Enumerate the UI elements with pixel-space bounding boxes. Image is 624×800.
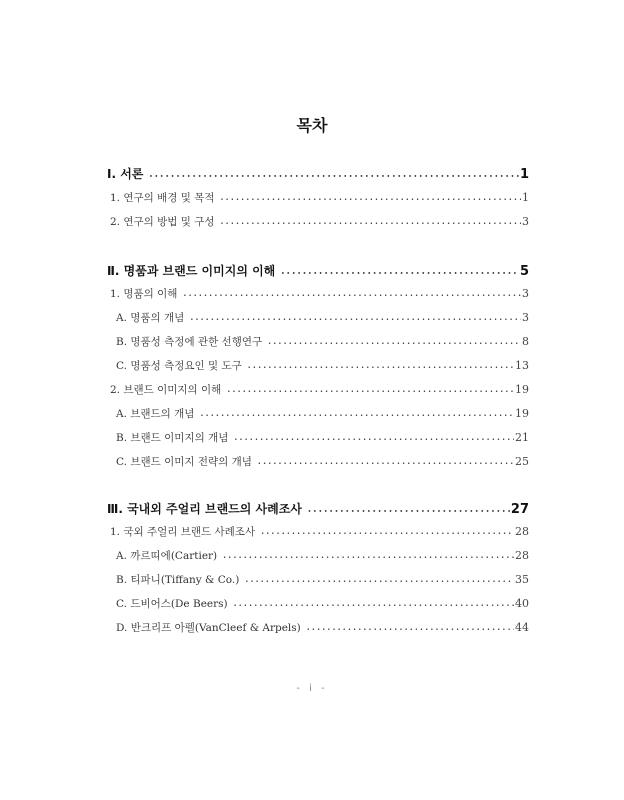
dot-leader (183, 290, 521, 300)
toc-entry-page-number: 28 (515, 525, 529, 538)
toc-entry-page-number: 44 (515, 621, 529, 634)
toc-entry-label: C. 브랜드 이미지 전략의 개념 (116, 456, 252, 468)
toc-entry-page-number: 27 (510, 502, 529, 517)
toc-entry-page-number: 1 (522, 191, 529, 204)
toc-chapter-entry[interactable] (107, 262, 529, 279)
toc-entry-page-number: 13 (515, 359, 529, 372)
toc-entry-label: A. 브랜드의 개념 (116, 408, 195, 420)
toc-entry-label: D. 반크리프 아펠(VanCleef & Arpels) (116, 622, 301, 634)
toc-entry-page-number: 40 (515, 597, 529, 610)
dot-leader (261, 528, 514, 538)
toc-section-entry[interactable] (107, 286, 529, 301)
toc-entry-label: B. 브랜드 이미지의 개념 (116, 432, 229, 444)
dot-leader (190, 314, 521, 324)
dot-leader (308, 506, 510, 516)
dot-leader (149, 171, 519, 181)
toc-entry-label: A. 명품의 개념 (116, 312, 185, 324)
page-title: 목차 (296, 116, 328, 135)
toc-entry-page-number: 28 (515, 549, 529, 562)
dot-leader (281, 268, 519, 278)
toc-entry-page-number: 3 (522, 287, 529, 300)
toc-entry-page-number: 35 (515, 573, 529, 586)
toc-subsection-entry[interactable] (107, 454, 529, 469)
toc-entry-page-number: 19 (515, 407, 529, 420)
dot-leader (268, 338, 521, 348)
toc-entry-page-number: 3 (522, 215, 529, 228)
toc-entry-page-number: 1 (519, 167, 529, 182)
toc-entry-page-number: 19 (515, 383, 529, 396)
dot-leader (234, 434, 514, 444)
toc-chapter-entry[interactable] (107, 500, 529, 517)
toc-subsection-entry[interactable] (107, 430, 529, 445)
toc-entry-label: B. 티파니(Tiffany & Co.) (116, 574, 240, 586)
toc-section-entry[interactable] (107, 214, 529, 229)
toc-entry-page-number: 25 (515, 455, 529, 468)
toc-section-entry[interactable] (107, 190, 529, 205)
dot-leader (307, 624, 514, 634)
toc-entry-label: 1. 명품의 이해 (110, 288, 178, 300)
toc-subsection-entry[interactable] (107, 334, 529, 349)
toc-entry-label: 1. 국외 주얼리 브랜드 사례조사 (110, 526, 256, 538)
dot-leader (221, 218, 521, 228)
toc-entry-label: 2. 연구의 방법 및 구성 (110, 216, 215, 228)
toc-subsection-entry[interactable] (107, 620, 529, 635)
toc-subsection-entry[interactable] (107, 572, 529, 587)
dot-leader (258, 458, 514, 468)
toc-subsection-entry[interactable] (107, 310, 529, 325)
dot-leader (245, 576, 514, 586)
toc-section-entry[interactable] (107, 382, 529, 397)
toc-entry-page-number: 21 (515, 431, 529, 444)
toc-subsection-entry[interactable] (107, 358, 529, 373)
page-number: - i - (296, 683, 328, 694)
dot-leader (223, 552, 514, 562)
toc-entry-label: C. 드비어스(De Beers) (116, 598, 228, 610)
dot-leader (200, 410, 514, 420)
dot-leader (227, 386, 514, 396)
dot-leader (221, 194, 521, 204)
toc-entry-page-number: 8 (522, 335, 529, 348)
toc-entry-label: 1. 연구의 배경 및 목적 (110, 192, 215, 204)
toc-entry-label: Ⅱ. 명품과 브랜드 이미지의 이해 (107, 264, 276, 278)
toc-entry-label: A. 까르띠에(Cartier) (116, 550, 218, 562)
toc-entry-label: C. 명품성 측정요인 및 도구 (116, 360, 242, 372)
toc-entry-page-number: 3 (522, 311, 529, 324)
toc-subsection-entry[interactable] (107, 548, 529, 563)
toc-chapter-entry[interactable] (107, 165, 529, 182)
toc-subsection-entry[interactable] (107, 596, 529, 611)
dot-leader (248, 362, 514, 372)
toc-entry-label: B. 명품성 측정에 관한 선행연구 (116, 336, 263, 348)
dot-leader (234, 600, 514, 610)
toc-subsection-entry[interactable] (107, 406, 529, 421)
toc-entry-label: Ⅰ. 서론 (107, 167, 144, 181)
toc-entry-label: 2. 브랜드 이미지의 이해 (110, 384, 222, 396)
toc-entry-page-number: 5 (519, 264, 529, 279)
toc-entry-label: Ⅲ. 국내외 주얼리 브랜드의 사례조사 (107, 502, 302, 516)
toc-section-entry[interactable] (107, 524, 529, 539)
